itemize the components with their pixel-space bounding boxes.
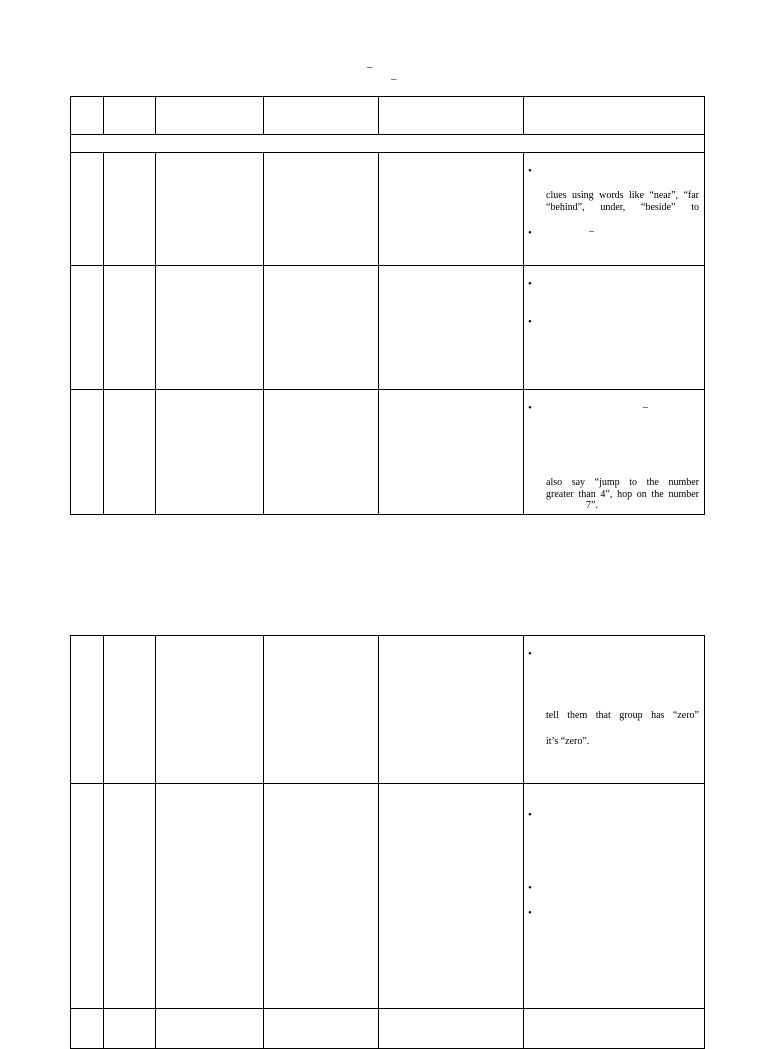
table-cell [264,153,379,266]
table-cell [71,266,104,390]
table-row [71,636,705,784]
table-cell [104,1009,156,1049]
header-cell [156,97,264,135]
table-cell [156,1009,264,1049]
bullet: • [528,316,532,328]
notes-cell [524,266,705,390]
table-section-row [71,135,705,153]
note-dash: – [589,226,594,237]
note-dash: – [643,402,648,413]
table-cell [71,1009,104,1049]
table-row [71,266,705,390]
header-dash-1: – [367,61,373,73]
table-cell [379,784,524,1009]
table-cell [156,636,264,784]
table-cell [379,636,524,784]
table-cell [379,153,524,266]
bullet: • [528,907,532,919]
table-cell [264,266,379,390]
table-cell [156,153,264,266]
table-cell [104,390,156,515]
bullet: • [528,227,532,239]
table-cell [71,636,104,784]
header-cell [104,97,156,135]
bullet: • [528,882,532,894]
note-line: also say “jump to the number [546,477,699,488]
note-line: greater than 4”, hop on the number [546,489,699,500]
table-cell [379,390,524,515]
note-line: “behind”, under, “beside” to [546,202,699,213]
table-cell [524,1009,705,1049]
header-cell [71,97,104,135]
table-cell [379,1009,524,1049]
table-cell [264,1009,379,1049]
table-cell [156,784,264,1009]
table-row [71,390,705,515]
table-cell [71,153,104,266]
lesson-table-1 [70,96,705,515]
bullet: • [528,165,532,177]
table-cell [156,266,264,390]
table-row [71,153,705,266]
section-cell [71,135,705,153]
table-row [71,1009,705,1049]
notes-cell [524,636,705,784]
bullet: • [528,278,532,290]
note-line: clues using words like “near”, “far [546,190,699,201]
table-cell [104,153,156,266]
note-line: it’s “zero”. [546,736,590,747]
header-cell [379,97,524,135]
table-cell [156,390,264,515]
notes-cell [524,784,705,1009]
bullet: • [528,648,532,660]
table-cell [71,784,104,1009]
table-cell [264,784,379,1009]
notes-cell [524,390,705,515]
table-cell [104,636,156,784]
table-header-row [71,97,705,135]
notes-cell [524,153,705,266]
bullet: • [528,402,532,414]
table-cell [104,784,156,1009]
table-cell [264,390,379,515]
note-line: tell them that group has “zero” [546,710,699,721]
table-cell [71,390,104,515]
table-cell [379,266,524,390]
table-cell [104,266,156,390]
note-line: 7”. [586,500,598,511]
header-dash-2: – [391,73,397,85]
header-cell [524,97,705,135]
header-cell [264,97,379,135]
lesson-table-2 [70,635,705,1049]
bullet: • [528,809,532,821]
table-cell [264,636,379,784]
table-row [71,784,705,1009]
